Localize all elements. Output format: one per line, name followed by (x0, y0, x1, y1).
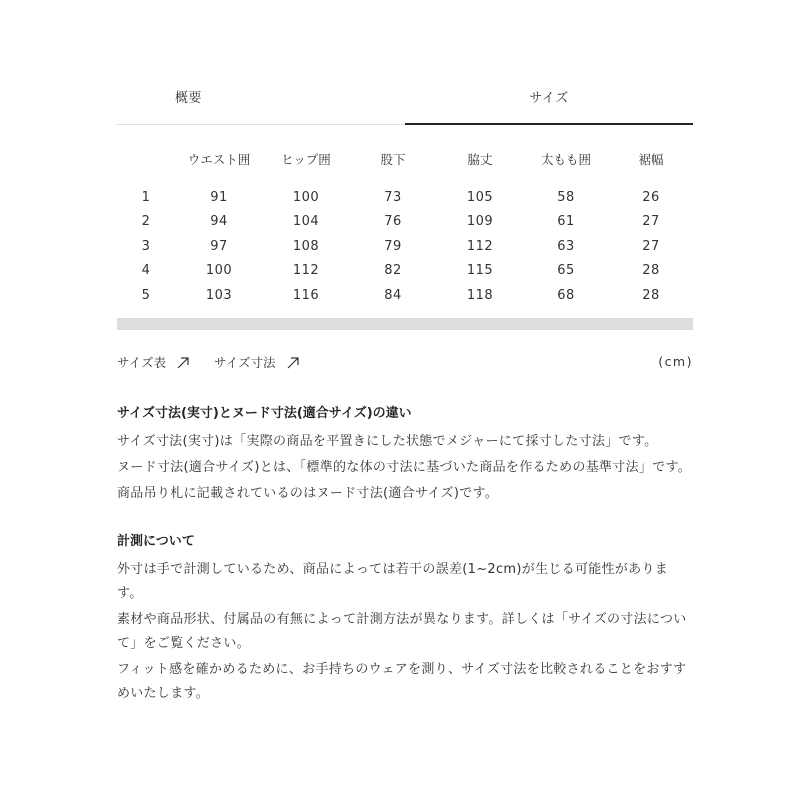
table-cell: 82 (384, 263, 402, 279)
unit-label: (cm) (658, 354, 693, 369)
table-row-size: 3 (141, 238, 151, 254)
table-row (117, 210, 693, 235)
links-row (117, 352, 693, 372)
section-heading: 計測について (117, 533, 195, 549)
table-cell: 116 (292, 287, 320, 303)
table-cell: 104 (292, 214, 320, 230)
tab-size[interactable] (405, 74, 693, 118)
table-header-row (117, 147, 693, 185)
size-dimensions-link[interactable] (214, 353, 300, 371)
table-cell: 76 (384, 214, 402, 230)
table-row (117, 259, 693, 284)
table-row-size: 1 (141, 189, 151, 205)
info-paragraph: サイズ寸法(実寸)は「実際の商品を平置きにした状態でメジャーにて採寸した寸法」です。 (117, 433, 658, 449)
table-cell: 105 (466, 189, 494, 205)
table-cell: 61 (557, 214, 575, 230)
table-header-corner (117, 147, 175, 185)
table-cell: 112 (466, 238, 494, 254)
info-paragraph: 商品吊り札に記載されているのはヌード寸法(適合サイズ)です。 (117, 485, 499, 501)
table-horizontal-scrollbar[interactable] (117, 318, 693, 330)
size-difference-section (117, 402, 693, 506)
table-header-inseam: 股下 (380, 152, 406, 167)
info-paragraph: 外寸は手で計測しているため、商品によっては若干の誤差(1~2cm)が生じる可能性があります。 (117, 561, 669, 601)
table-cell: 27 (642, 238, 660, 254)
table-cell: 28 (642, 287, 660, 303)
table-cell: 58 (557, 189, 575, 205)
table-row (117, 234, 693, 259)
table-cell: 103 (205, 287, 233, 303)
size-chart-link-label: サイズ表 (117, 354, 167, 370)
table-cell: 73 (384, 189, 402, 205)
arrow-up-right-icon (176, 355, 190, 369)
table-cell: 27 (642, 214, 660, 230)
table-cell: 100 (292, 189, 320, 205)
tab-size-label: サイズ (529, 90, 569, 106)
table-cell: 84 (384, 287, 402, 303)
tab-overview[interactable] (117, 74, 405, 118)
info-paragraph: ヌード寸法(適合サイズ)とは、「標準的な体の寸法に基づいた商品を作るための基準寸法」です。 (117, 459, 692, 475)
table-cell: 63 (557, 238, 575, 254)
size-table (117, 147, 693, 308)
table-row-size: 4 (141, 263, 151, 279)
table-cell: 26 (642, 189, 660, 205)
info-paragraph: フィット感を確かめるために、お手持ちのウェアを測り、サイズ寸法を比較されることをおすすめいたします。 (117, 661, 687, 701)
table-row-size: 5 (141, 287, 151, 303)
table-cell: 109 (466, 214, 494, 230)
table-header-hem-width: 裾幅 (638, 152, 664, 167)
table-cell: 112 (292, 263, 320, 279)
measurement-section (117, 530, 693, 706)
table-cell: 100 (205, 263, 233, 279)
table-row (117, 185, 693, 210)
arrow-up-right-icon (286, 355, 300, 369)
size-panel (117, 80, 693, 708)
table-header-hip: ヒップ囲 (281, 152, 331, 167)
table-cell: 68 (557, 287, 575, 303)
table-row (117, 283, 693, 308)
table-row-size: 2 (141, 214, 151, 230)
table-cell: 108 (292, 238, 320, 254)
table-cell: 91 (210, 189, 228, 205)
table-cell: 115 (466, 263, 494, 279)
section-heading: サイズ寸法(実寸)とヌード寸法(適合サイズ)の違い (117, 405, 412, 421)
table-header-thigh: 太もも囲 (540, 152, 591, 167)
size-chart-link[interactable] (117, 353, 190, 371)
table-cell: 94 (210, 214, 228, 230)
table-cell: 28 (642, 263, 660, 279)
tab-bar (117, 80, 693, 125)
table-header-waist: ウエスト囲 (187, 152, 251, 167)
size-dimensions-link-label: サイズ寸法 (214, 354, 276, 370)
info-paragraph: 素材や商品形状、付属品の有無によって計測方法が異なります。詳しくは「サイズの寸法について」をご覧ください。 (117, 611, 687, 651)
table-header-side-length: 脇丈 (467, 152, 493, 167)
table-cell: 118 (466, 287, 494, 303)
table-cell: 97 (210, 238, 228, 254)
table-cell: 79 (384, 238, 402, 254)
table-cell: 65 (557, 263, 575, 279)
tab-overview-label: 概要 (174, 90, 202, 106)
